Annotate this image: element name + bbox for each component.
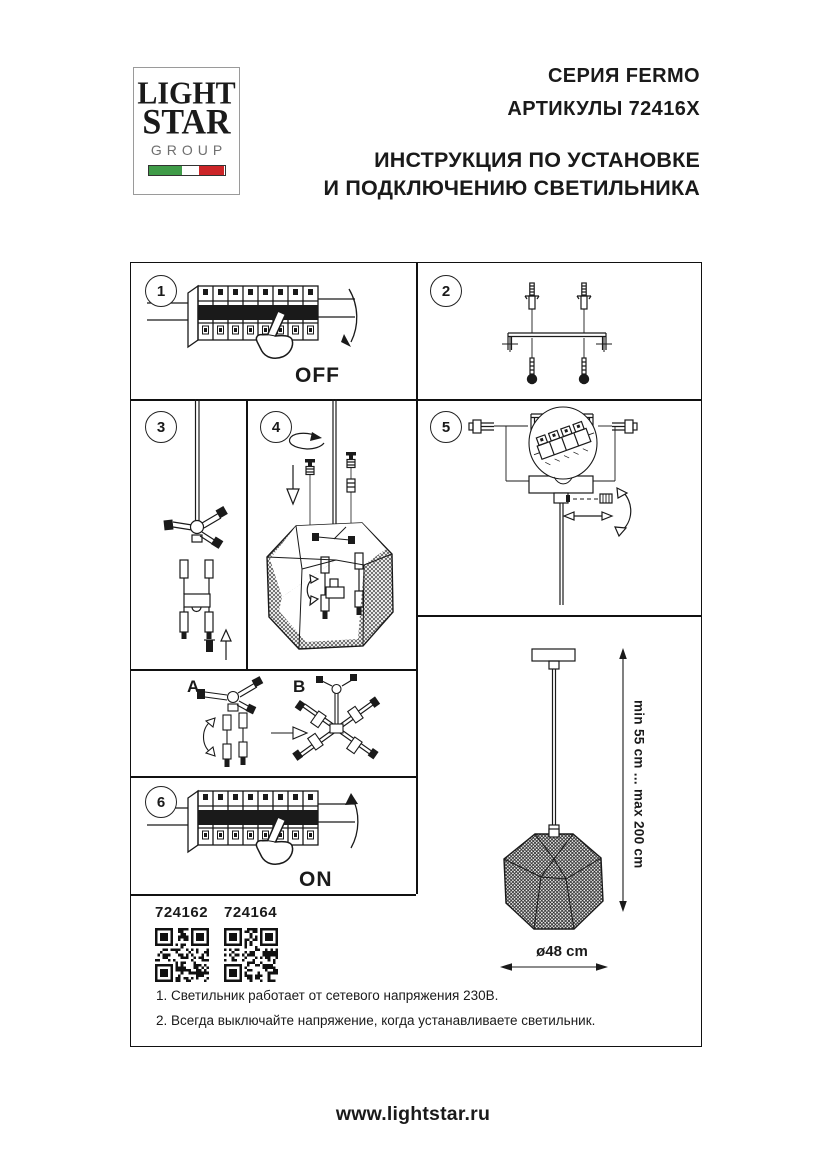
instruction-grid bbox=[130, 262, 702, 1047]
step2-badge: 2 bbox=[430, 275, 462, 307]
spider-fold-diagram bbox=[131, 669, 416, 776]
safety-notes bbox=[131, 983, 716, 1033]
qr-label-right: 724164 bbox=[224, 904, 278, 921]
step6-badge: 6 bbox=[145, 786, 177, 818]
step5-panel bbox=[416, 399, 701, 615]
pendant-lamp-diagram bbox=[416, 615, 701, 1046]
qr-label-left: 724162 bbox=[155, 904, 209, 921]
series-title: СЕРИЯ FERMO bbox=[547, 65, 700, 87]
diameter-dimension: ø48 cm bbox=[536, 943, 588, 960]
step2-panel bbox=[416, 263, 701, 399]
step5-badge: 5 bbox=[430, 411, 462, 443]
step4-panel bbox=[246, 399, 416, 669]
note-line1: 1. Светильник работает от сетевого напряжения 230В. bbox=[156, 988, 499, 1003]
logo-word-group: GROUP bbox=[150, 142, 228, 158]
step1-panel bbox=[131, 263, 416, 399]
flag-green bbox=[149, 166, 182, 175]
lightstar-logo bbox=[133, 67, 240, 195]
note-line2: 2. Всегда выключайте напряжение, когда устанавливаете светильник. bbox=[156, 1013, 596, 1028]
step3-badge: 3 bbox=[145, 411, 177, 443]
qr-code-left bbox=[155, 928, 209, 982]
instruction-title-line1: ИНСТРУКЦИЯ ПО УСТАНОВКЕ bbox=[374, 148, 700, 172]
italian-flag-bar bbox=[148, 165, 226, 176]
qr-code-right bbox=[224, 928, 278, 982]
instruction-title-line2: И ПОДКЛЮЧЕНИЮ СВЕТИЛЬНИКА bbox=[323, 176, 700, 200]
rod-spider-diagram bbox=[131, 399, 246, 669]
off-label: OFF bbox=[295, 364, 340, 387]
logo-word-star: STAR bbox=[142, 103, 231, 142]
on-label: ON bbox=[299, 868, 333, 891]
footer-website: www.lightstar.ru bbox=[335, 1103, 491, 1125]
suspension-height-dimension: min 55 cm ... max 200 cm bbox=[631, 699, 647, 869]
variant-ab-panel bbox=[131, 669, 416, 776]
variant-a-label: A bbox=[187, 677, 200, 696]
logo-word-light: LIGHT bbox=[137, 76, 236, 111]
pendant-overview-panel bbox=[416, 615, 701, 1046]
articles-title: АРТИКУЛЫ 72416X bbox=[507, 98, 700, 120]
arrow-down-curve bbox=[349, 289, 357, 342]
flag-red bbox=[199, 166, 224, 175]
flag-white bbox=[182, 166, 199, 175]
step6-panel bbox=[131, 776, 416, 894]
variant-b-label: B bbox=[293, 677, 306, 696]
document-header bbox=[324, 60, 700, 202]
step3-panel bbox=[131, 399, 246, 669]
step1-badge: 1 bbox=[145, 275, 177, 307]
step4-badge: 4 bbox=[260, 411, 292, 443]
